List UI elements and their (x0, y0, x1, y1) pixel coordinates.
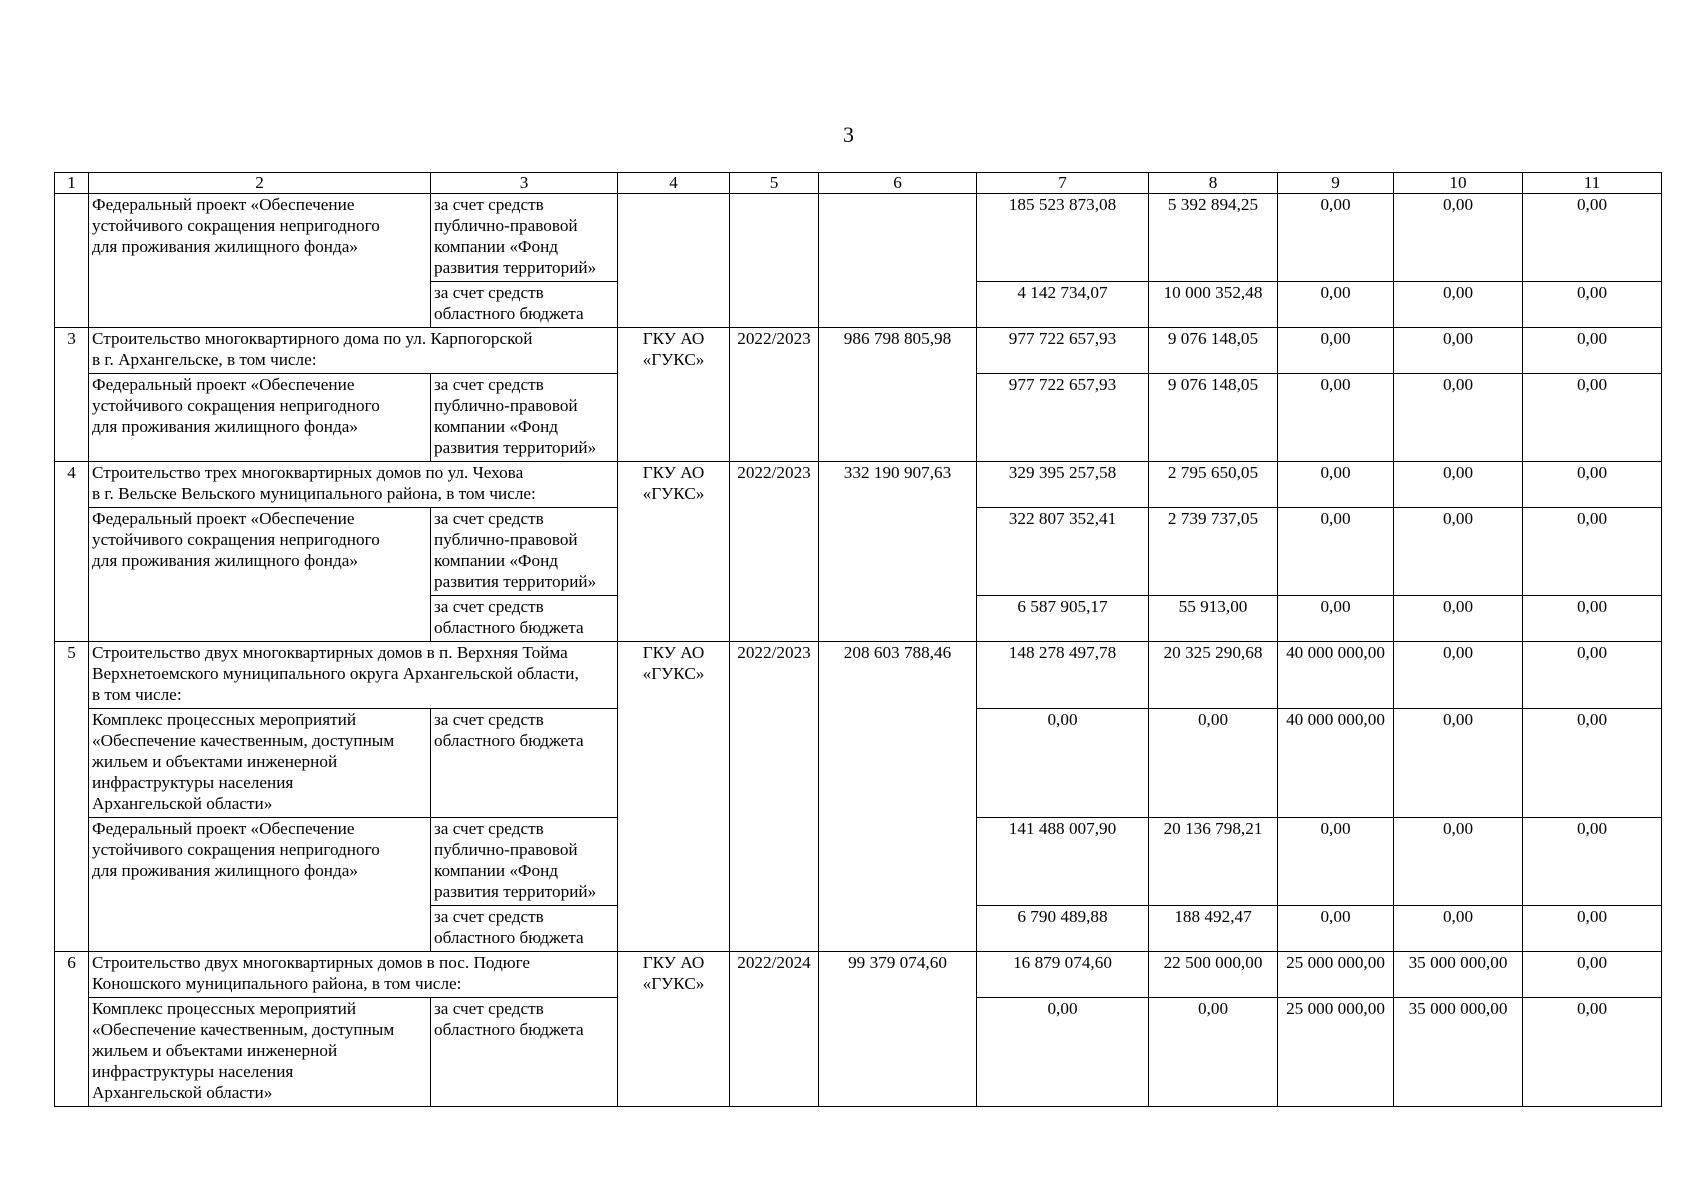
amount-col9: 0,00 (1278, 596, 1394, 642)
amount-col7: 977 722 657,93 (977, 374, 1149, 462)
amount-col11: 0,00 (1523, 508, 1662, 596)
header-cell: 5 (730, 173, 819, 194)
header-cell: 8 (1149, 173, 1278, 194)
complex-measures-label: Комплекс процессных мероприятий «Обеспечение качественным, доступным жильем и объектами инженерной инфраструктуры населения Архангельской области» (89, 709, 431, 818)
amount-col7: 6 790 489,88 (977, 906, 1149, 952)
amount-col7: 148 278 497,78 (977, 642, 1149, 709)
amount-col10: 35 000 000,00 (1394, 998, 1523, 1107)
item-number: 4 (55, 462, 89, 642)
amount-col7: 329 395 257,58 (977, 462, 1149, 508)
budget-table (54, 172, 1662, 1107)
amount-col8: 9 076 148,05 (1149, 374, 1278, 462)
amount-col10: 0,00 (1394, 462, 1523, 508)
item-number-cell (55, 194, 89, 328)
period-cell: 2022/2023 (730, 462, 819, 642)
item-number: 6 (55, 952, 89, 1107)
federal-project-label: Федеральный проект «Обеспечение устойчивого сокращения непригодного для проживания жилищного фонда» (89, 508, 431, 642)
header-row (55, 173, 1662, 194)
header-cell: 10 (1394, 173, 1523, 194)
amount-col7: 141 488 007,90 (977, 818, 1149, 906)
amount-col11: 0,00 (1523, 642, 1662, 709)
amount-col9: 0,00 (1278, 818, 1394, 906)
item-name: Строительство двух многоквартирных домов в пос. Подюге Коношского муниципального района, в том числе: (89, 952, 618, 998)
amount-col7: 4 142 734,07 (977, 282, 1149, 328)
header-cell: 6 (819, 173, 977, 194)
funding-source-regional: за счет средств областного бюджета (431, 282, 618, 328)
amount-col11: 0,00 (1523, 998, 1662, 1107)
amount-col8: 22 500 000,00 (1149, 952, 1278, 998)
executor-cell: ГКУ АО «ГУКС» (618, 952, 730, 1107)
amount-col10: 35 000 000,00 (1394, 952, 1523, 998)
amount-col7: 977 722 657,93 (977, 328, 1149, 374)
period-cell (730, 194, 819, 328)
amount-col8: 2 739 737,05 (1149, 508, 1278, 596)
header-cell: 9 (1278, 173, 1394, 194)
amount-col11: 0,00 (1523, 462, 1662, 508)
total-cost-cell: 99 379 074,60 (819, 952, 977, 1107)
funding-source-regional: за счет средств областного бюджета (431, 709, 618, 818)
item-name: Строительство трех многоквартирных домов по ул. Чехова в г. Вельске Вельского муниципального района, в том числе: (89, 462, 618, 508)
table-row (55, 642, 1662, 709)
amount-col10: 0,00 (1394, 194, 1523, 282)
amount-col9: 0,00 (1278, 328, 1394, 374)
period-cell: 2022/2023 (730, 642, 819, 952)
amount-col8: 0,00 (1149, 998, 1278, 1107)
amount-col9: 0,00 (1278, 462, 1394, 508)
amount-col8: 20 325 290,68 (1149, 642, 1278, 709)
amount-col7: 0,00 (977, 998, 1149, 1107)
amount-col9: 0,00 (1278, 508, 1394, 596)
amount-col8: 55 913,00 (1149, 596, 1278, 642)
item-name: Строительство многоквартирного дома по ул. Карпогорской в г. Архангельске, в том числе: (89, 328, 618, 374)
amount-col7: 0,00 (977, 709, 1149, 818)
amount-col9: 0,00 (1278, 906, 1394, 952)
item-name: Строительство двух многоквартирных домов в п. Верхняя Тойма Верхнетоемского муниципального округа Архангельской области, в том числе: (89, 642, 618, 709)
amount-col10: 0,00 (1394, 508, 1523, 596)
amount-col7: 185 523 873,08 (977, 194, 1149, 282)
funding-source-fund: за счет средств публично-правовой компании «Фонд развития территорий» (431, 194, 618, 282)
header-cell: 3 (431, 173, 618, 194)
amount-col8: 188 492,47 (1149, 906, 1278, 952)
page-number: 3 (843, 122, 854, 147)
amount-col8: 10 000 352,48 (1149, 282, 1278, 328)
funding-source-fund: за счет средств публично-правовой компании «Фонд развития территорий» (431, 818, 618, 906)
amount-col11: 0,00 (1523, 328, 1662, 374)
amount-col9: 40 000 000,00 (1278, 709, 1394, 818)
total-cost-cell: 208 603 788,46 (819, 642, 977, 952)
total-cost-cell: 332 190 907,63 (819, 462, 977, 642)
executor-cell: ГКУ АО «ГУКС» (618, 328, 730, 462)
amount-col11: 0,00 (1523, 709, 1662, 818)
table-row (55, 952, 1662, 998)
federal-project-label: Федеральный проект «Обеспечение устойчивого сокращения непригодного для проживания жилищного фонда» (89, 818, 431, 952)
federal-project-label: Федеральный проект «Обеспечение устойчивого сокращения непригодного для проживания жилищного фонда» (89, 194, 431, 328)
amount-col7: 16 879 074,60 (977, 952, 1149, 998)
federal-project-label: Федеральный проект «Обеспечение устойчивого сокращения непригодного для проживания жилищного фонда» (89, 374, 431, 462)
amount-col11: 0,00 (1523, 374, 1662, 462)
executor-cell: ГКУ АО «ГУКС» (618, 462, 730, 642)
amount-col10: 0,00 (1394, 282, 1523, 328)
amount-col10: 0,00 (1394, 818, 1523, 906)
amount-col8: 2 795 650,05 (1149, 462, 1278, 508)
complex-measures-label: Комплекс процессных мероприятий «Обеспечение качественным, доступным жильем и объектами инженерной инфраструктуры населения Архангельской области» (89, 998, 431, 1107)
amount-col7: 6 587 905,17 (977, 596, 1149, 642)
total-cost-cell: 986 798 805,98 (819, 328, 977, 462)
period-cell: 2022/2023 (730, 328, 819, 462)
header-cell: 7 (977, 173, 1149, 194)
amount-col10: 0,00 (1394, 642, 1523, 709)
funding-source-fund: за счет средств публично-правовой компании «Фонд развития территорий» (431, 374, 618, 462)
table-row (55, 462, 1662, 508)
table-row (55, 328, 1662, 374)
amount-col11: 0,00 (1523, 952, 1662, 998)
amount-col9: 0,00 (1278, 374, 1394, 462)
header-cell: 11 (1523, 173, 1662, 194)
amount-col9: 0,00 (1278, 282, 1394, 328)
amount-col9: 25 000 000,00 (1278, 952, 1394, 998)
amount-col8: 20 136 798,21 (1149, 818, 1278, 906)
header-cell: 4 (618, 173, 730, 194)
item-number: 3 (55, 328, 89, 462)
funding-source-regional: за счет средств областного бюджета (431, 906, 618, 952)
header-cell: 2 (89, 173, 431, 194)
amount-col10: 0,00 (1394, 374, 1523, 462)
funding-source-regional: за счет средств областного бюджета (431, 596, 618, 642)
amount-col9: 40 000 000,00 (1278, 642, 1394, 709)
amount-col11: 0,00 (1523, 596, 1662, 642)
amount-col8: 9 076 148,05 (1149, 328, 1278, 374)
amount-col10: 0,00 (1394, 709, 1523, 818)
header-cell: 1 (55, 173, 89, 194)
amount-col10: 0,00 (1394, 596, 1523, 642)
amount-col11: 0,00 (1523, 194, 1662, 282)
amount-col9: 0,00 (1278, 194, 1394, 282)
period-cell: 2022/2024 (730, 952, 819, 1107)
executor-cell (618, 194, 730, 328)
executor-cell: ГКУ АО «ГУКС» (618, 642, 730, 952)
funding-source-regional: за счет средств областного бюджета (431, 998, 618, 1107)
total-cost-cell (819, 194, 977, 328)
amount-col7: 322 807 352,41 (977, 508, 1149, 596)
amount-col9: 25 000 000,00 (1278, 998, 1394, 1107)
amount-col10: 0,00 (1394, 328, 1523, 374)
amount-col11: 0,00 (1523, 818, 1662, 906)
table-row (55, 194, 1662, 282)
amount-col11: 0,00 (1523, 906, 1662, 952)
amount-col8: 5 392 894,25 (1149, 194, 1278, 282)
amount-col11: 0,00 (1523, 282, 1662, 328)
item-number: 5 (55, 642, 89, 952)
amount-col8: 0,00 (1149, 709, 1278, 818)
funding-source-fund: за счет средств публично-правовой компании «Фонд развития территорий» (431, 508, 618, 596)
amount-col10: 0,00 (1394, 906, 1523, 952)
